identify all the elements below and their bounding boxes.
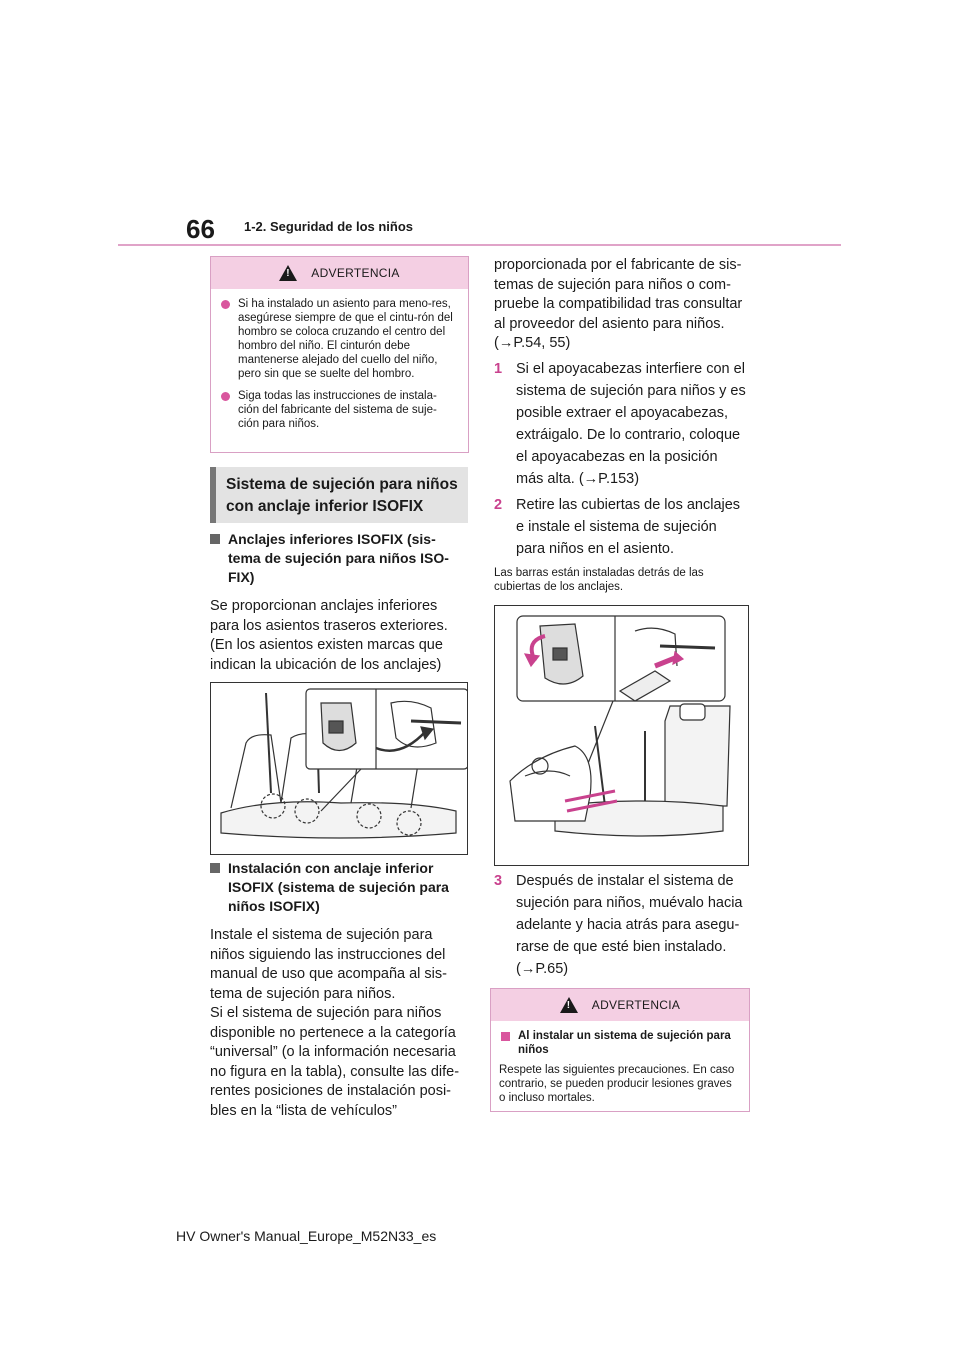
page-number: 66 bbox=[186, 214, 215, 244]
subheading bbox=[210, 530, 466, 587]
page-reference: (→P.54, 55) bbox=[494, 335, 571, 351]
warning-box bbox=[210, 256, 469, 453]
warning-title: ADVERTENCIA bbox=[591, 998, 681, 1012]
warning-text: Si ha instalado un asiento para meno-res, asegúrese siempre de que el cintu-rón del hombro se coloca cruzando el centro del hombro del niño. El cinturón debe mantenerse alejado del cuello del niño, pero sin que se suelte del hombro. bbox=[238, 298, 453, 380]
bullet-icon bbox=[221, 300, 230, 309]
step-2 bbox=[494, 494, 748, 560]
subheading-text: Instalación con anclaje inferior ISOFIX (sistema de sujeción para niños ISOFIX) bbox=[228, 860, 449, 914]
warning-triangle-icon bbox=[279, 265, 297, 281]
step-text: Después de instalar el sistema de sujeción para niños, muévalo hacia adelante y hacia atrás para asegu-rarse de que esté bien instalado. (→P.65) bbox=[516, 873, 743, 977]
warning-box bbox=[490, 988, 750, 1112]
step-text: Retire las cubiertas de los anclajes e instale el sistema de sujeción para niños en el asiento. bbox=[516, 496, 741, 557]
section-title: 1-2. Seguridad de los niños bbox=[244, 219, 414, 234]
warning-triangle-icon bbox=[560, 997, 578, 1013]
heading-line: con anclaje inferior ISOFIX bbox=[226, 498, 424, 515]
paragraph: Se proporcionan anclajes inferiores para los asientos traseros exteriores. (En los asientos existen marcas que indican la ubicación de los anclajes) bbox=[210, 598, 448, 673]
square-bullet-icon bbox=[210, 863, 220, 873]
child-seat-installation-figure bbox=[494, 605, 749, 866]
square-bullet-icon bbox=[210, 534, 220, 544]
paragraph: Si el sistema de sujeción para niños disponible no pertenece a la categoría “universal” (o la información necesaria no figura en la tabla), consulte las dife-rentes posiciones de instalación posi-bles en la “lista de vehículos” bbox=[210, 1005, 460, 1119]
paragraph: proporcionada por el fabricante de sis-temas de sujeción para niños o com-pruebe la compatibilidad tras consultar al proveedor del asiento para niños. bbox=[494, 257, 743, 332]
bullet-icon bbox=[221, 392, 230, 401]
right-column bbox=[494, 256, 748, 594]
step-text: Si el apoyacabezas interfiere con el sistema de sujeción para niños y es posible extraer el apoyacabezas, extráigalo. De lo contrario, coloque el apoyacabezas en la posición más alta. (→P.153) bbox=[516, 360, 746, 487]
isofix-anchor-figure bbox=[210, 682, 468, 855]
note: Las barras están instaladas detrás de las cubiertas de los anclajes. bbox=[494, 566, 704, 593]
seat-illustration bbox=[211, 683, 468, 855]
step-number: 3 bbox=[494, 873, 503, 889]
warning-header bbox=[491, 989, 749, 1021]
step-1 bbox=[494, 358, 748, 490]
warning-item bbox=[211, 389, 468, 431]
step-3 bbox=[494, 870, 748, 980]
header-rule bbox=[118, 244, 841, 246]
warning-item bbox=[211, 297, 468, 381]
warning-text: Siga todas las instrucciones de instala-ción del fabricante del sistema de suje-ción para niños. bbox=[238, 390, 437, 430]
warning-header bbox=[211, 257, 468, 289]
section-heading bbox=[210, 467, 468, 523]
step-number: 2 bbox=[494, 496, 503, 513]
child-seat-illustration bbox=[495, 606, 749, 866]
warning-item bbox=[491, 1029, 749, 1057]
left-column-lower bbox=[210, 859, 466, 1121]
subheading-text: Anclajes inferiores ISOFIX (sis-tema de sujeción para niños ISO-FIX) bbox=[228, 531, 449, 585]
subheading bbox=[210, 859, 466, 916]
warning-text: Respete las siguientes precauciones. En caso contrario, se pueden producir lesiones graves o incluso mortales. bbox=[499, 1064, 735, 1104]
step-number: 1 bbox=[494, 360, 503, 377]
paragraph: Instale el sistema de sujeción para niños siguiendo las instrucciones del manual de uso que acompaña al sis-tema de sujeción para niños. bbox=[210, 927, 447, 1002]
left-column bbox=[210, 530, 466, 675]
footer: HV Owner's Manual_Europe_M52N33_es bbox=[176, 1228, 437, 1244]
right-column-lower bbox=[494, 870, 748, 980]
warning-title: ADVERTENCIA bbox=[311, 266, 400, 280]
heading-line: Sistema de sujeción para niños bbox=[226, 476, 458, 493]
warning-item-title: Al instalar un sistema de sujeción para niños bbox=[518, 1030, 731, 1056]
square-bullet-icon bbox=[501, 1032, 510, 1041]
